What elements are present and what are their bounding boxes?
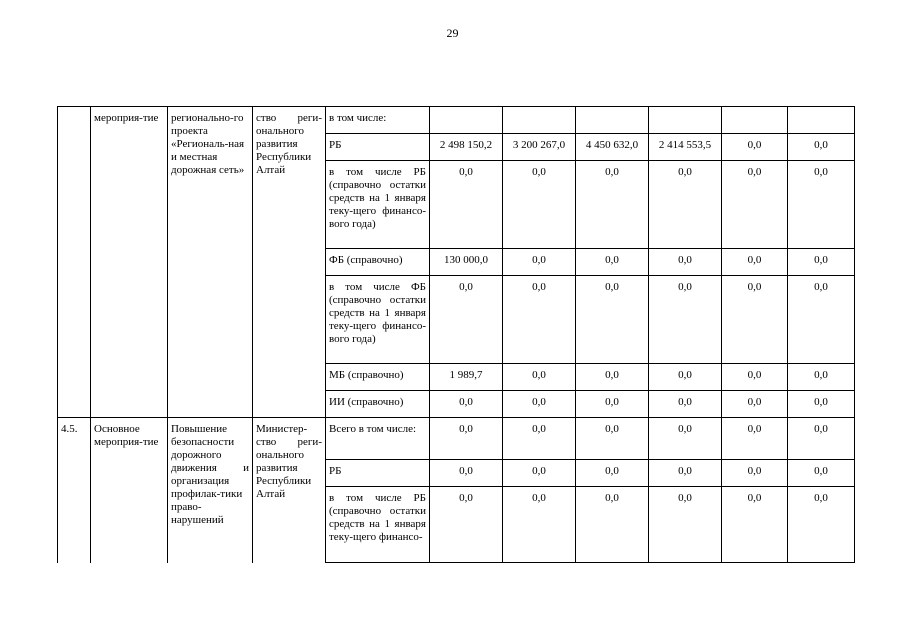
- item-type-cell: мероприя-тие: [91, 107, 168, 418]
- funding-source-label: в том числе РБ (справочно остатки средств на 1 января теку-щего финансо-вого года): [326, 161, 430, 249]
- value-cell: 0,0: [503, 249, 576, 276]
- value-cell: 2 498 150,2: [430, 134, 503, 161]
- value-cell: 0,0: [788, 391, 855, 418]
- value-cell: 0,0: [649, 487, 722, 563]
- funding-source-label: в том числе РБ (справочно остатки средств на 1 января теку-щего финансо-: [326, 487, 430, 563]
- value-cell: 0,0: [722, 460, 788, 487]
- page-number: 29: [446, 26, 459, 40]
- value-cell: 0,0: [722, 391, 788, 418]
- item-number-cell: 4.5.: [58, 418, 91, 563]
- value-cell: 0,0: [722, 134, 788, 161]
- value-cell: 4 450 632,0: [576, 134, 649, 161]
- value-cell: 0,0: [788, 460, 855, 487]
- value-cell: 0,0: [649, 249, 722, 276]
- table-row: [58, 107, 855, 134]
- value-cell: 0,0: [722, 487, 788, 563]
- funding-source-label: в том числе ФБ (справочно остатки средств на 1 января теку-щего финансо-вого года): [326, 276, 430, 364]
- value-cell: 0,0: [576, 391, 649, 418]
- responsible-cell: ство реги-онального развития Республики Алтай: [253, 107, 326, 418]
- value-cell: 0,0: [503, 460, 576, 487]
- value-cell: 0,0: [576, 249, 649, 276]
- item-type-cell: Основное мероприя-тие: [91, 418, 168, 563]
- value-cell: 0,0: [722, 161, 788, 249]
- value-cell: [722, 107, 788, 134]
- value-cell: 0,0: [788, 364, 855, 391]
- funding-source-label: РБ: [326, 134, 430, 161]
- value-cell: 0,0: [503, 276, 576, 364]
- value-cell: [576, 107, 649, 134]
- value-cell: 0,0: [503, 418, 576, 460]
- value-cell: 0,0: [503, 487, 576, 563]
- value-cell: 0,0: [576, 487, 649, 563]
- value-cell: [788, 107, 855, 134]
- value-cell: [503, 107, 576, 134]
- funding-source-label: МБ (справочно): [326, 364, 430, 391]
- value-cell: 0,0: [788, 134, 855, 161]
- budget-table: [57, 106, 855, 563]
- value-cell: 0,0: [576, 460, 649, 487]
- funding-source-label: РБ: [326, 460, 430, 487]
- value-cell: 0,0: [722, 418, 788, 460]
- value-cell: 0,0: [576, 364, 649, 391]
- value-cell: 0,0: [788, 487, 855, 563]
- value-cell: 0,0: [788, 418, 855, 460]
- value-cell: 0,0: [430, 276, 503, 364]
- value-cell: 0,0: [503, 391, 576, 418]
- funding-source-label: в том числе:: [326, 107, 430, 134]
- value-cell: 0,0: [649, 276, 722, 364]
- value-cell: 0,0: [649, 460, 722, 487]
- value-cell: 0,0: [576, 161, 649, 249]
- value-cell: 0,0: [788, 276, 855, 364]
- value-cell: 0,0: [430, 161, 503, 249]
- value-cell: 0,0: [430, 487, 503, 563]
- value-cell: 0,0: [722, 276, 788, 364]
- value-cell: 0,0: [649, 418, 722, 460]
- value-cell: 0,0: [649, 364, 722, 391]
- item-number-cell: [58, 107, 91, 418]
- funding-source-label: ФБ (справочно): [326, 249, 430, 276]
- value-cell: 0,0: [430, 418, 503, 460]
- value-cell: 0,0: [649, 161, 722, 249]
- value-cell: 0,0: [503, 364, 576, 391]
- value-cell: 0,0: [576, 276, 649, 364]
- item-title-cell: Повышение безопасности дорожного движения и организация профилак-тики право-нарушений: [168, 418, 253, 563]
- value-cell: [430, 107, 503, 134]
- table-row: [58, 418, 855, 460]
- value-cell: [649, 107, 722, 134]
- value-cell: 0,0: [503, 161, 576, 249]
- value-cell: 0,0: [649, 391, 722, 418]
- value-cell: 0,0: [722, 249, 788, 276]
- value-cell: 0,0: [576, 418, 649, 460]
- value-cell: 0,0: [788, 249, 855, 276]
- value-cell: 130 000,0: [430, 249, 503, 276]
- value-cell: 1 989,7: [430, 364, 503, 391]
- value-cell: 0,0: [430, 460, 503, 487]
- value-cell: 0,0: [430, 391, 503, 418]
- value-cell: 0,0: [722, 364, 788, 391]
- value-cell: 0,0: [788, 161, 855, 249]
- item-title-cell: регионально-го проекта «Региональ-ная и местная дорожная сеть»: [168, 107, 253, 418]
- value-cell: 3 200 267,0: [503, 134, 576, 161]
- value-cell: 2 414 553,5: [649, 134, 722, 161]
- funding-source-label: Всего в том числе:: [326, 418, 430, 460]
- funding-source-label: ИИ (справочно): [326, 391, 430, 418]
- responsible-cell: Министер-ство реги-онального развития Республики Алтай: [253, 418, 326, 563]
